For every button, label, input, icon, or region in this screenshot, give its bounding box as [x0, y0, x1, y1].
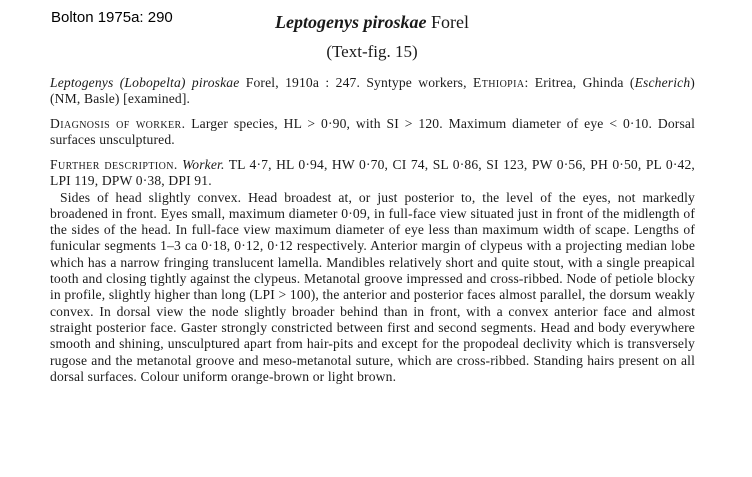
diagnosis-paragraph [50, 116, 695, 149]
species-title [0, 12, 744, 33]
description-heading: Further description. [50, 157, 178, 172]
diagnosis-heading: Diagnosis of worker. [50, 116, 186, 131]
species-name: Leptogenys piroskae [275, 12, 427, 32]
species-author: Forel [430, 12, 469, 32]
synonymy-paragraph: Leptogenys (Lobopelta) piroskae Forel, 1910a : 247. Syntype workers, Ethiopia: Eritrea, Ghinda (Escherich) (NM, Basle) [examined]. [50, 75, 695, 107]
source-reference: Bolton 1975a: 290 [51, 9, 173, 26]
diagnosis-text: Larger species, HL > 0·90, with SI > 120. Maximum diameter of eye < 0·10. Dorsal surfaces unsculptured. [50, 116, 696, 148]
description-body: Sides of head slightly convex. Head broadest at, or just posterior to, the level of the eyes, not markedly broadened in front. Eyes small, maximum diameter 0·09, in full-face view situated just in front of the midlength of the sides of the head. In full-face view maximum diameter of eye less than maximum width of scape. Lengths of funicular segments 1–3 ca 0·18, 0·12, 0·12 respectively. Anterior margin of clypeus with a projecting median lobe which has a narrow fringing translucent lamella. Mandibles relatively short and quite stout, with a single preapical tooth and closing tightly against the clypeus. Metanotal groove impressed and cross-ribbed. Node of petiole blocky in profile, slightly higher than long (LPI > 100), the anterior and posterior faces almost parallel, the dorsum weakly convex. In dorsal view the node slightly broader behind than in front, with a convex anterior face and almost straight posterior face. Gaster strongly constricted between first and second segments. Head and body everywhere smooth and shining, unsculptured apart from hair-pits and except for the propodeal declivity which is transversely rugose and the metanotal groove and meso-metanotal suture, which are cross-ribbed. Standing hairs present on all dorsal surfaces. Colour uniform orange-brown or light brown. [50, 189, 695, 384]
figure-reference: (Text-fig. 15) [326, 42, 418, 61]
caste-label: Worker. [182, 157, 225, 172]
description-paragraph [50, 157, 695, 385]
measurements: TL 4·7, HL 0·94, HW 0·70, CI 74, SL 0·86, SI 123, PW 0·56, PH 0·50, PL 0·42, LPI 119, DPW 0·38, DPI 91. [50, 157, 695, 189]
